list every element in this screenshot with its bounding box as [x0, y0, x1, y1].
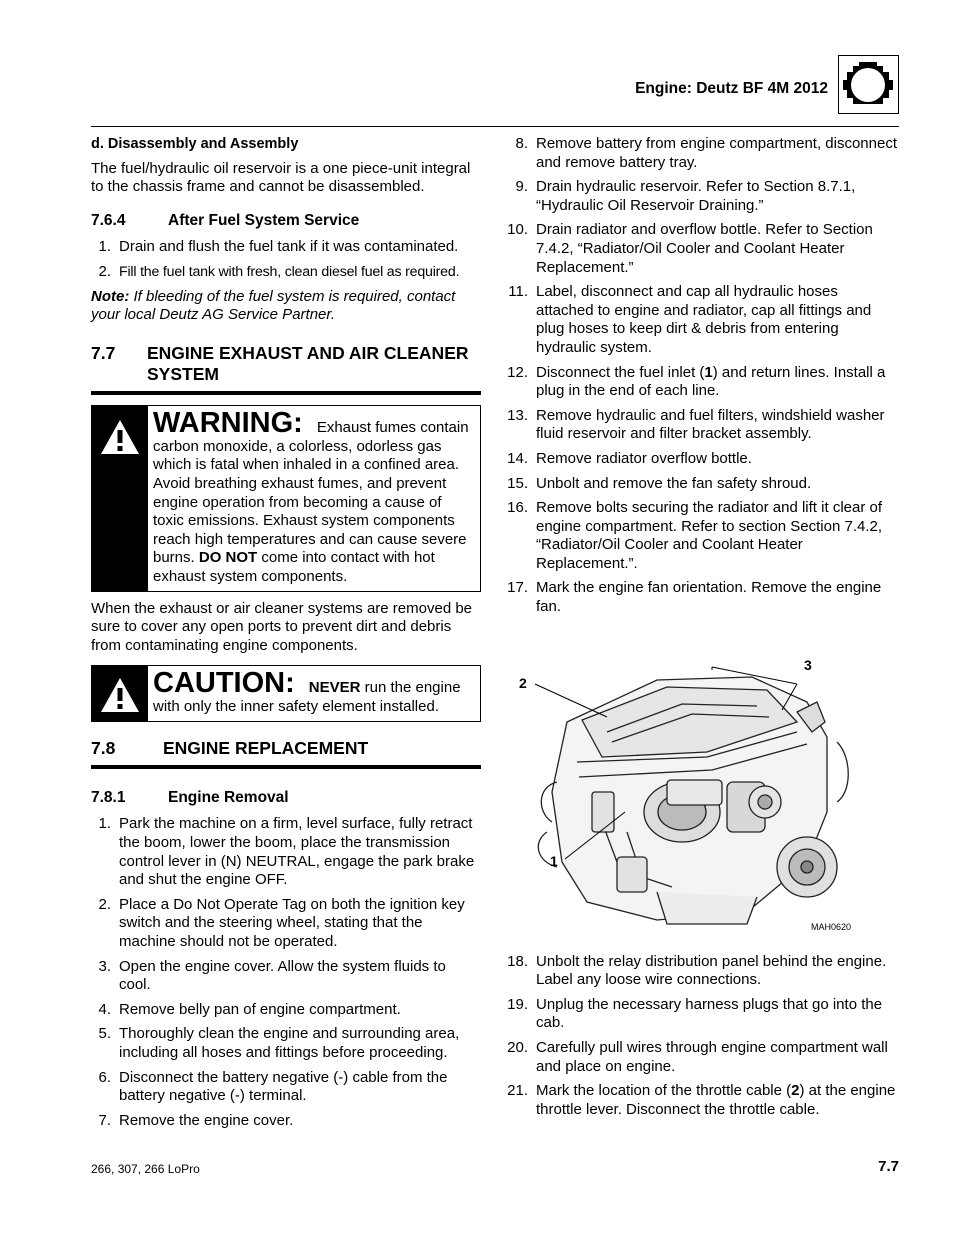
- left-column: [91, 135, 481, 1136]
- footer-models: 266, 307, 266 LoPro: [91, 1162, 200, 1176]
- list-item: [507, 1082, 899, 1119]
- engine-removal-steps: [91, 815, 481, 1130]
- step-text: Fill the fuel tank with fresh, clean diesel fuel as required.: [119, 263, 460, 280]
- step-text: Drain and flush the fuel tank if it was contaminated.: [119, 238, 459, 256]
- list-item: [507, 364, 899, 401]
- engine-removal-steps-final: [507, 953, 899, 1120]
- warning-box: [91, 405, 481, 592]
- step-number: 17.: [507, 579, 528, 597]
- step-text: Label, disconnect and cap all hydraulic hoses attached to engine and radiator, cap all fittings and plug hoses to keep dirt & debris from entering hydraulic system.: [536, 283, 872, 356]
- step-text: Drain radiator and overflow bottle. Refer to Section 7.4.2, “Radiator/Oil Cooler and Coolant Heater Replacement.”: [536, 221, 873, 276]
- list-item: [91, 263, 481, 282]
- list-item: [91, 896, 481, 952]
- list-item: [91, 1001, 481, 1020]
- step-text: Disconnect the battery negative (-) cable from the battery negative (-) terminal.: [119, 1068, 448, 1105]
- reservoir-paragraph: The fuel/hydraulic oil reservoir is a one piece-unit integral to the chassis frame and cannot be disassembled.: [91, 159, 471, 196]
- caution-text: run the engine with only the inner safety element installed.: [153, 679, 461, 716]
- page-number: 7.7: [878, 1158, 899, 1175]
- list-item: [91, 958, 481, 995]
- engine-figure: [507, 656, 899, 937]
- step-number: 11.: [508, 283, 528, 301]
- step-text: Place a Do Not Operate Tag on both the ignition key switch and the steering wheel, stating that the machine should not be operated.: [119, 895, 465, 951]
- right-column: [507, 135, 899, 1125]
- caution-title: CAUTION:: [153, 667, 295, 700]
- warning-triangle-icon: [99, 418, 141, 456]
- exhaust-paragraph: When the exhaust or air cleaner systems are removed be sure to cover any open ports to prevent dirt and debris from contaminating engine components.: [91, 599, 473, 654]
- list-item: [507, 178, 899, 215]
- step-text: Park the machine on a firm, level surface, fully retract the boom, lower the boom, place the transmission control lever in (N) NEUTRAL, engage the park brake and shut the engine OFF.: [119, 815, 475, 889]
- step-number: 8.: [515, 135, 528, 152]
- list-item: [91, 1112, 481, 1131]
- step-number: 4.: [98, 1000, 111, 1018]
- figure-callout-2: 2: [519, 674, 527, 691]
- step-text-part: ) at the engine throttle lever. Disconnect the throttle cable.: [536, 1082, 896, 1118]
- list-item: [507, 499, 899, 573]
- warning-content: [148, 406, 480, 591]
- list-item: [507, 996, 899, 1033]
- step-text: Unplug the necessary harness plugs that go into the cab.: [536, 995, 883, 1032]
- step-number: 10.: [507, 221, 528, 239]
- step-number: 12.: [507, 363, 528, 381]
- step-text: Remove battery from engine compartment, disconnect and remove battery tray.: [536, 135, 898, 171]
- caution-never: NEVER: [308, 679, 361, 697]
- list-item: [507, 221, 899, 277]
- step-text: Remove the engine cover.: [119, 1111, 294, 1129]
- warning-title: WARNING:: [153, 406, 303, 439]
- step-text: Remove radiator overflow bottle.: [536, 449, 752, 467]
- step-number: 15.: [507, 474, 528, 492]
- step-text: Remove hydraulic and fuel filters, windshield washer fluid reservoir and filter bracket assembly.: [536, 406, 885, 443]
- step-number: 5.: [98, 1025, 111, 1043]
- list-item: [91, 1069, 481, 1106]
- caution-bar: [92, 666, 148, 721]
- section-number: 7.8: [91, 737, 116, 758]
- engine-illustration: [507, 662, 899, 937]
- step-number: 1.: [98, 815, 111, 833]
- step-number: 3.: [98, 957, 111, 975]
- list-item: [507, 407, 899, 444]
- step-number: 20.: [507, 1039, 528, 1057]
- section-title: ENGINE EXHAUST AND AIR CLEANER SYSTEM: [147, 342, 469, 384]
- fuel-service-steps: [91, 238, 481, 281]
- warning-text-1: Exhaust fumes contain carbon monoxide, a colorless, odorless gas which is fatal when inhaled in a confined area. Avoid breathing exhaust fumes, and prevent engine operation from becoming a cause of toxic emissions. Exhaust system components reach high temperatures and can cause severe burns.: [153, 418, 469, 567]
- figure-callout-1: 1: [550, 852, 558, 869]
- step-number: 6.: [98, 1068, 111, 1086]
- running-header-title: Engine: Deutz BF 4M 2012: [635, 80, 828, 97]
- bleeding-note: [91, 288, 481, 325]
- callout-ref: 1: [704, 363, 713, 381]
- section-number: 7.6.4: [91, 211, 126, 229]
- step-text: [536, 1082, 899, 1119]
- step-text: Remove bolts securing the radiator and lift it clear of engine compartment. Refer to section Section 7.4.2, “Radiator/Oil Cooler and Coolant Heater Replacement.”.: [536, 499, 883, 572]
- warning-text-2: come into contact with hot exhaust system components.: [153, 549, 435, 585]
- list-item: [507, 1039, 899, 1076]
- section-7-8-1-heading: [91, 789, 481, 808]
- list-item: [507, 283, 899, 357]
- list-item: [91, 238, 481, 257]
- engine-removal-steps-continued: [507, 135, 899, 617]
- step-number: 19.: [507, 995, 528, 1013]
- section-7-7-heading: [91, 343, 481, 395]
- step-number: 18.: [507, 952, 528, 970]
- step-number: 2.: [98, 262, 111, 280]
- list-item: [507, 579, 899, 616]
- step-number: 14.: [507, 449, 528, 467]
- warning-bar: [92, 406, 148, 591]
- note-label: Note:: [91, 287, 130, 305]
- section-7-8-heading: [91, 738, 481, 769]
- step-text: Thoroughly clean the engine and surrounding area, including all hoses and fittings before proceeding.: [119, 1025, 460, 1061]
- step-number: 7.: [98, 1111, 111, 1129]
- list-item: [507, 475, 899, 494]
- step-text: Unbolt the relay distribution panel behind the engine. Label any loose wire connections.: [536, 952, 887, 989]
- section-title: Engine Removal: [168, 788, 289, 806]
- callout-ref: 2: [791, 1082, 800, 1100]
- step-text: [536, 364, 899, 401]
- step-number: 9.: [515, 178, 528, 196]
- warning-triangle-icon: [99, 676, 141, 714]
- step-text: Mark the engine fan orientation. Remove the engine fan.: [536, 579, 882, 616]
- step-number: 16.: [507, 499, 528, 517]
- step-text: Drain hydraulic reservoir. Refer to Section 8.7.1, “Hydraulic Oil Reservoir Draining.”: [536, 178, 856, 214]
- step-number: 1.: [98, 238, 111, 256]
- section-title: ENGINE REPLACEMENT: [163, 737, 369, 758]
- figure-callout-3: 3: [804, 656, 812, 673]
- list-item: [507, 953, 899, 990]
- header-rule: [91, 126, 899, 127]
- section-title: After Fuel System Service: [168, 211, 360, 229]
- caution-box: [91, 665, 481, 722]
- step-number: 13.: [507, 406, 528, 424]
- step-text-part: Disconnect the fuel inlet (: [536, 363, 705, 381]
- section-number: 7.7: [91, 342, 116, 363]
- caution-content: [148, 666, 480, 721]
- subsection-d-heading: d. Disassembly and Assembly: [91, 136, 299, 152]
- step-text-part: Mark the location of the throttle cable (: [536, 1082, 792, 1100]
- step-text-part: ) and return lines. Install a plug in the end of each line.: [536, 363, 886, 400]
- list-item: [507, 450, 899, 469]
- warning-do-not: DO NOT: [198, 549, 258, 567]
- list-item: [91, 815, 481, 889]
- section-number: 7.8.1: [91, 788, 126, 806]
- step-text: Remove belly pan of engine compartment.: [119, 1000, 401, 1018]
- engine-block-icon: [838, 55, 899, 114]
- list-item: [507, 135, 899, 172]
- figure-code: MAH0620: [810, 922, 851, 933]
- step-text: Carefully pull wires through engine compartment wall and place on engine.: [536, 1039, 888, 1075]
- section-7-6-4-heading: [91, 212, 481, 231]
- list-item: [91, 1025, 481, 1062]
- note-text: If bleeding of the fuel system is required, contact your local Deutz AG Service Partner.: [91, 287, 456, 324]
- step-text: Unbolt and remove the fan safety shroud.: [536, 474, 812, 492]
- step-text: Open the engine cover. Allow the system fluids to cool.: [119, 957, 446, 994]
- step-number: 21.: [507, 1082, 528, 1100]
- step-number: 2.: [98, 895, 111, 913]
